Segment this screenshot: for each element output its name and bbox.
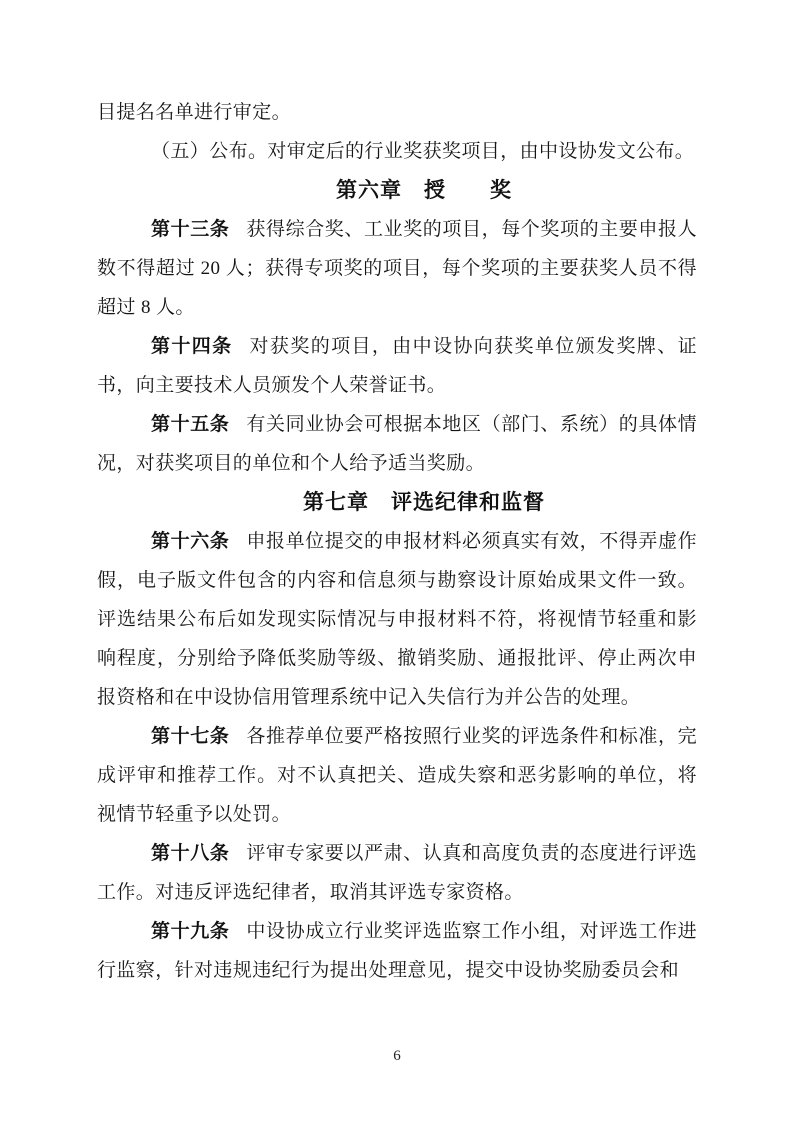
article-15-text: 有关同业协会可根据本地区（部门、系统）的具体情况，对获奖项目的单位和个人给予适当奖励。	[97, 414, 697, 474]
article-19	[97, 912, 697, 990]
article-14-text: 对获奖的项目，由中设协向获奖单位颁发奖牌、证书，向主要技术人员颁发个人荣誉证书。	[97, 336, 697, 396]
chapter-6-heading: 第六章 授 奖	[336, 179, 512, 202]
paragraph-item-five: （五）公布。对审定后的行业奖获奖项目，由中设协发文公布。	[151, 141, 695, 162]
article-14-label: 第十四条	[151, 336, 233, 357]
article-15-label: 第十五条	[151, 414, 230, 435]
article-18-text: 评审专家要以严肃、认真和高度负责的态度进行评选工作。对违反评选纪律者，取消其评选专家资格。	[97, 843, 697, 903]
article-19-text: 中设协成立行业奖评选监察工作小组，对评选工作进行监察，针对违规违纪行为提出处理意见，提交中设协奖励委员会和	[97, 921, 697, 981]
page-number: 6	[393, 1048, 401, 1064]
article-17-label: 第十七条	[151, 726, 230, 747]
article-13-label: 第十三条	[151, 219, 230, 240]
article-18	[97, 834, 697, 912]
article-13-text: 获得综合奖、工业奖的项目，每个奖项的主要申报人数不得超过 20 人；获得专项奖的项目，每个奖项的主要获奖人员不得超过 8 人。	[97, 219, 697, 318]
article-16-text: 申报单位提交的申报材料必须真实有效，不得弄虚作假，电子版文件包含的内容和信息须与勘察设计原始成果文件一致。评选结果公布后如发现实际情况与申报材料不符，将视情节轻重和影响程度，分别给予降低奖励等级、撤销奖励、通报批评、停止两次申报资格和在中设协信用管理系统中记入失信行为并公告的处理。	[97, 531, 697, 708]
article-16	[97, 522, 697, 717]
article-14	[97, 327, 697, 405]
article-18-label: 第十八条	[151, 843, 230, 864]
chapter-7-heading: 第七章 评选纪律和监督	[303, 491, 545, 514]
document-body	[97, 93, 697, 990]
article-13	[97, 210, 697, 327]
article-17-text: 各推荐单位要严格按照行业奖的评选条件和标准，完成评审和推荐工作。对不认真把关、造成失察和恶劣影响的单位，将视情节轻重予以处罚。	[97, 726, 697, 825]
article-17	[97, 717, 697, 834]
article-16-label: 第十六条	[151, 531, 230, 552]
paragraph-continuation: 目提名名单进行审定。	[97, 102, 292, 123]
article-19-label: 第十九条	[151, 921, 230, 942]
article-15	[97, 405, 697, 483]
